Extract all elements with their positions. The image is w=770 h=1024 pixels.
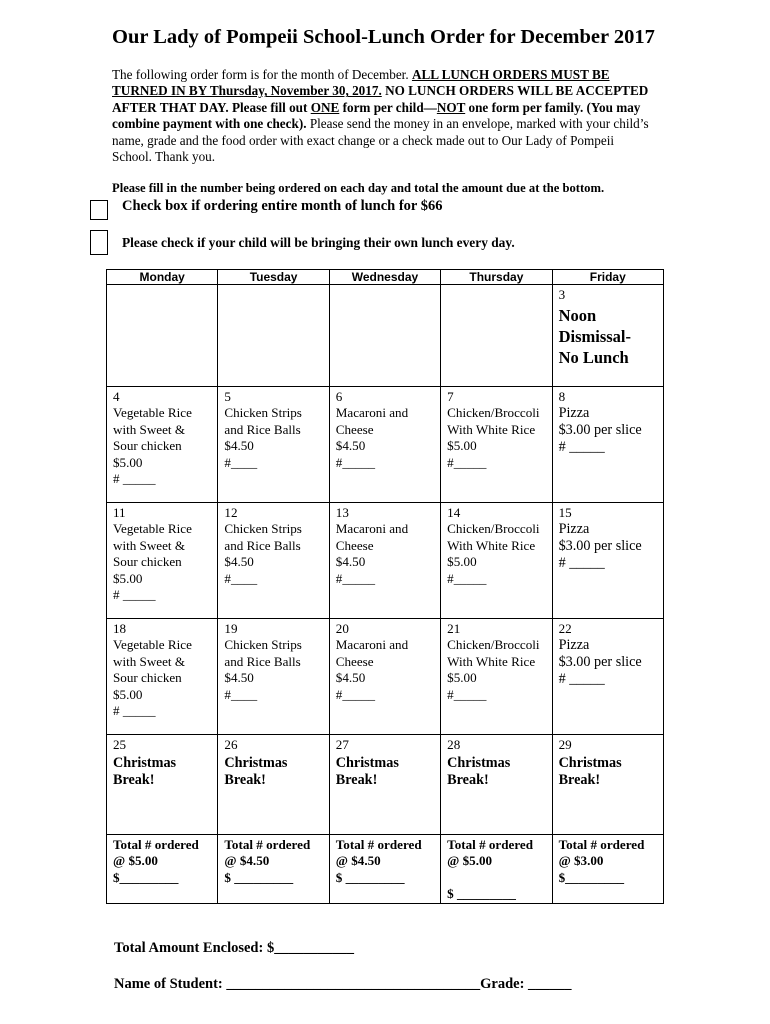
- cell-thursday: [441, 387, 552, 503]
- total-label: Total # ordered: [447, 837, 534, 852]
- price: $4.50: [224, 670, 254, 686]
- cell-empty: [218, 285, 329, 387]
- noon-dismissal-note: [559, 305, 663, 368]
- menu-line: Vegetable Rice: [113, 637, 192, 653]
- note-line: Break!: [224, 772, 266, 789]
- day-number: 14: [447, 505, 461, 520]
- cell-break-monday: [107, 735, 218, 835]
- total-block: [559, 837, 663, 886]
- total-thursday: [441, 835, 552, 904]
- week-row-5: [107, 735, 664, 835]
- month-checkbox[interactable]: [90, 200, 108, 220]
- menu-line: Chicken Strips: [224, 405, 302, 421]
- price: $5.00: [113, 454, 143, 470]
- price: $3.00 per slice: [558, 654, 642, 671]
- lunch-calendar: [106, 269, 664, 904]
- note-line: No Lunch: [558, 348, 629, 368]
- total-tuesday: [218, 835, 329, 904]
- note-line: Christmas: [335, 755, 399, 772]
- christmas-break-note: [224, 755, 328, 789]
- total-spacer: [447, 870, 551, 886]
- day-number: 15: [558, 505, 572, 520]
- menu-line: with Sweet &: [113, 653, 186, 669]
- note-line: Break!: [447, 772, 489, 789]
- price: $5.00: [113, 570, 143, 586]
- total-friday: [552, 835, 663, 904]
- quantity-blank[interactable]: # _____: [113, 703, 156, 719]
- cell-break-wednesday: [329, 735, 440, 835]
- menu-line: With White Rice: [447, 653, 536, 669]
- day-number: 20: [335, 621, 349, 636]
- header-wednesday: Wednesday: [329, 270, 440, 285]
- menu-line: Vegetable Rice: [113, 521, 192, 537]
- header-friday: Friday: [552, 270, 663, 285]
- quantity-blank[interactable]: #_____: [335, 570, 376, 586]
- intro-paragraph: [112, 67, 657, 165]
- cell-tuesday: [218, 503, 329, 619]
- cell-empty: [441, 285, 552, 387]
- cell-empty: [107, 285, 218, 387]
- cell-monday: [107, 619, 218, 735]
- menu-line: and Rice Balls: [224, 653, 301, 669]
- note-line: Break!: [113, 772, 155, 789]
- day-number: 21: [447, 621, 461, 636]
- day-number: 6: [335, 389, 343, 404]
- menu-line: Macaroni and: [335, 637, 409, 653]
- quantity-blank[interactable]: # _____: [558, 555, 605, 572]
- price: $5.00: [447, 438, 477, 454]
- menu-line: Pizza: [558, 521, 590, 538]
- intro-text-1: The following order form is for the month of December.: [112, 67, 412, 82]
- week-row-1: [107, 285, 664, 387]
- intro-combine: one form per family. (You may combine payment with one check).: [112, 99, 641, 132]
- intro-one: ONE: [310, 99, 340, 115]
- day-number: 27: [335, 737, 349, 752]
- quantity-blank[interactable]: # _____: [113, 587, 156, 603]
- cell-friday: [552, 503, 663, 619]
- day-number: 18: [113, 621, 127, 636]
- cell-tuesday: [218, 619, 329, 735]
- week-row-4: [107, 619, 664, 735]
- menu-line: Pizza: [558, 405, 590, 422]
- total-rate: @ $4.50: [224, 853, 270, 869]
- menu-line: Chicken/Broccoli: [447, 521, 540, 537]
- intro-text-6: form per child—: [339, 99, 437, 115]
- cell-wednesday: [329, 503, 440, 619]
- instruction-text: Please fill in the number being ordered on each day and total the amount due at the bottom.: [112, 181, 605, 195]
- total-amount-enclosed-field[interactable]: Total Amount Enclosed: $___________: [114, 940, 354, 956]
- menu-line: Cheese: [335, 421, 374, 437]
- total-label: Total # ordered: [224, 837, 311, 852]
- menu-line: Macaroni and: [335, 405, 409, 421]
- intro-text-9: Please send the money in an envelope, marked with your child’s name, grade and the food order with exact change or a check made out to Our Lady of Pompeii School. Thank you.: [112, 116, 649, 165]
- own-lunch-checkbox-label: Please check if your child will be bringing their own lunch every day.: [122, 235, 515, 250]
- cell-break-friday: [552, 735, 663, 835]
- cell-tuesday: [218, 387, 329, 503]
- student-name-grade-field[interactable]: Name of Student: ___________________________________Grade: ______: [114, 976, 572, 992]
- menu-line: Chicken Strips: [224, 637, 302, 653]
- price: $5.00: [113, 686, 143, 702]
- quantity-blank[interactable]: #_____: [447, 686, 487, 702]
- menu-line: Sour chicken: [113, 670, 182, 686]
- cell-thursday: [441, 619, 552, 735]
- menu-line: Cheese: [335, 537, 374, 553]
- total-block: [113, 837, 217, 886]
- total-wednesday: [329, 835, 440, 904]
- intro-text-4: . Please fill out: [225, 99, 311, 115]
- menu-line: Sour chicken: [113, 438, 182, 454]
- intro-deadline: ALL LUNCH ORDERS MUST BE TURNED IN BY Thursday, November 30, 2017.: [112, 67, 610, 99]
- christmas-break-note: [447, 755, 551, 789]
- total-rate: @ $4.50: [335, 853, 381, 869]
- note-line: Christmas: [447, 755, 511, 772]
- price: $4.50: [335, 554, 366, 570]
- day-number: 8: [558, 389, 566, 404]
- price: $4.50: [224, 554, 254, 570]
- own-lunch-checkbox[interactable]: [90, 230, 108, 255]
- day-number: 19: [224, 621, 238, 636]
- price: $5.00: [447, 554, 477, 570]
- quantity-blank[interactable]: # _____: [113, 471, 156, 487]
- total-label: Total # ordered: [113, 837, 199, 852]
- note-line: Christmas: [558, 755, 622, 772]
- quantity-blank[interactable]: # _____: [558, 439, 605, 456]
- price: $4.50: [224, 438, 254, 454]
- total-amount-blank[interactable]: $_________: [558, 869, 625, 885]
- christmas-break-note: [113, 755, 217, 789]
- total-block: [447, 837, 551, 903]
- header-row: [107, 270, 664, 285]
- day-number: 11: [113, 505, 126, 520]
- day-number: 7: [447, 389, 454, 404]
- header-thursday: Thursday: [441, 270, 552, 285]
- price: $3.00 per slice: [558, 538, 642, 555]
- cell-thursday: [441, 503, 552, 619]
- menu-line: and Rice Balls: [224, 537, 301, 553]
- cell-friday: [552, 619, 663, 735]
- total-amount-blank[interactable]: $ _________: [224, 869, 294, 885]
- total-rate: @ $5.00: [447, 853, 493, 869]
- day-number: 3: [558, 287, 566, 302]
- total-amount-blank[interactable]: $_________: [113, 869, 179, 885]
- day-number: 5: [224, 389, 231, 404]
- note-line: Break!: [558, 772, 601, 789]
- month-checkbox-label: Check box if ordering entire month of lunch for $66: [122, 198, 443, 214]
- total-label: Total # ordered: [335, 837, 422, 852]
- menu-line: with Sweet &: [113, 421, 186, 437]
- day-number: 28: [447, 737, 461, 752]
- menu-line: Chicken/Broccoli: [447, 637, 540, 653]
- day-number: 25: [113, 737, 127, 752]
- cell-wednesday: [329, 619, 440, 735]
- total-rate: @ $3.00: [558, 853, 604, 869]
- intro-no-orders: NO LUNCH ORDERS WILL BE ACCEPTED AFTER THAT DAY: [112, 83, 649, 115]
- cell-monday: [107, 387, 218, 503]
- price: $4.50: [335, 670, 366, 686]
- week-row-2: [107, 387, 664, 503]
- quantity-blank[interactable]: #____: [224, 454, 258, 470]
- price: $4.50: [335, 438, 366, 454]
- day-number: 4: [113, 389, 120, 404]
- intro-not: NOT: [436, 99, 466, 115]
- menu-line: and Rice Balls: [224, 421, 301, 437]
- note-line: Break!: [335, 772, 378, 789]
- christmas-break-note: [336, 755, 440, 789]
- total-rate: @ $5.00: [113, 853, 158, 869]
- header-monday: Monday: [107, 270, 218, 285]
- quantity-blank[interactable]: #____: [224, 686, 258, 702]
- total-monday: [107, 835, 218, 904]
- quantity-blank[interactable]: #_____: [447, 454, 487, 470]
- totals-row: [107, 835, 664, 904]
- menu-line: With White Rice: [447, 421, 536, 437]
- week-row-3: [107, 503, 664, 619]
- header-tuesday: Tuesday: [218, 270, 329, 285]
- quantity-blank[interactable]: #_____: [335, 454, 376, 470]
- menu-line: Pizza: [558, 637, 590, 654]
- total-block: [336, 837, 440, 886]
- cell-break-tuesday: [218, 735, 329, 835]
- note-line: Noon: [558, 306, 597, 326]
- menu-line: Cheese: [335, 653, 374, 669]
- menu-line: Chicken Strips: [224, 521, 302, 537]
- total-amount-blank[interactable]: $ _________: [447, 886, 516, 902]
- total-block: [224, 837, 328, 886]
- menu-line: Macaroni and: [335, 521, 409, 537]
- note-line: Christmas: [113, 755, 177, 772]
- christmas-break-note: [559, 755, 663, 789]
- menu-line: with Sweet &: [113, 537, 186, 553]
- menu-line: Vegetable Rice: [113, 405, 192, 421]
- day-number: 22: [558, 621, 572, 636]
- day-number: 13: [335, 505, 349, 520]
- menu-line: Sour chicken: [113, 554, 182, 570]
- day-number: 29: [558, 737, 572, 752]
- cell-friday: [552, 387, 663, 503]
- quantity-blank[interactable]: #____: [224, 570, 258, 586]
- note-line: Christmas: [224, 755, 288, 772]
- menu-line: Chicken/Broccoli: [447, 405, 540, 421]
- quantity-blank[interactable]: #_____: [447, 570, 487, 586]
- menu-line: With White Rice: [447, 537, 536, 553]
- cell-dec-3: [552, 285, 663, 387]
- cell-empty: [329, 285, 440, 387]
- day-number: 26: [224, 737, 238, 752]
- price: $3.00 per slice: [558, 422, 642, 439]
- cell-wednesday: [329, 387, 440, 503]
- page-title: Our Lady of Pompeii School-Lunch Order for December 2017: [112, 26, 655, 48]
- quantity-blank[interactable]: #_____: [335, 686, 376, 702]
- price: $5.00: [447, 670, 477, 686]
- note-line: Dismissal-: [558, 327, 631, 347]
- total-amount-blank[interactable]: $ _________: [335, 869, 405, 885]
- total-label: Total # ordered: [558, 837, 645, 852]
- day-number: 12: [224, 505, 238, 520]
- cell-monday: [107, 503, 218, 619]
- cell-break-thursday: [441, 735, 552, 835]
- quantity-blank[interactable]: # _____: [558, 671, 605, 688]
